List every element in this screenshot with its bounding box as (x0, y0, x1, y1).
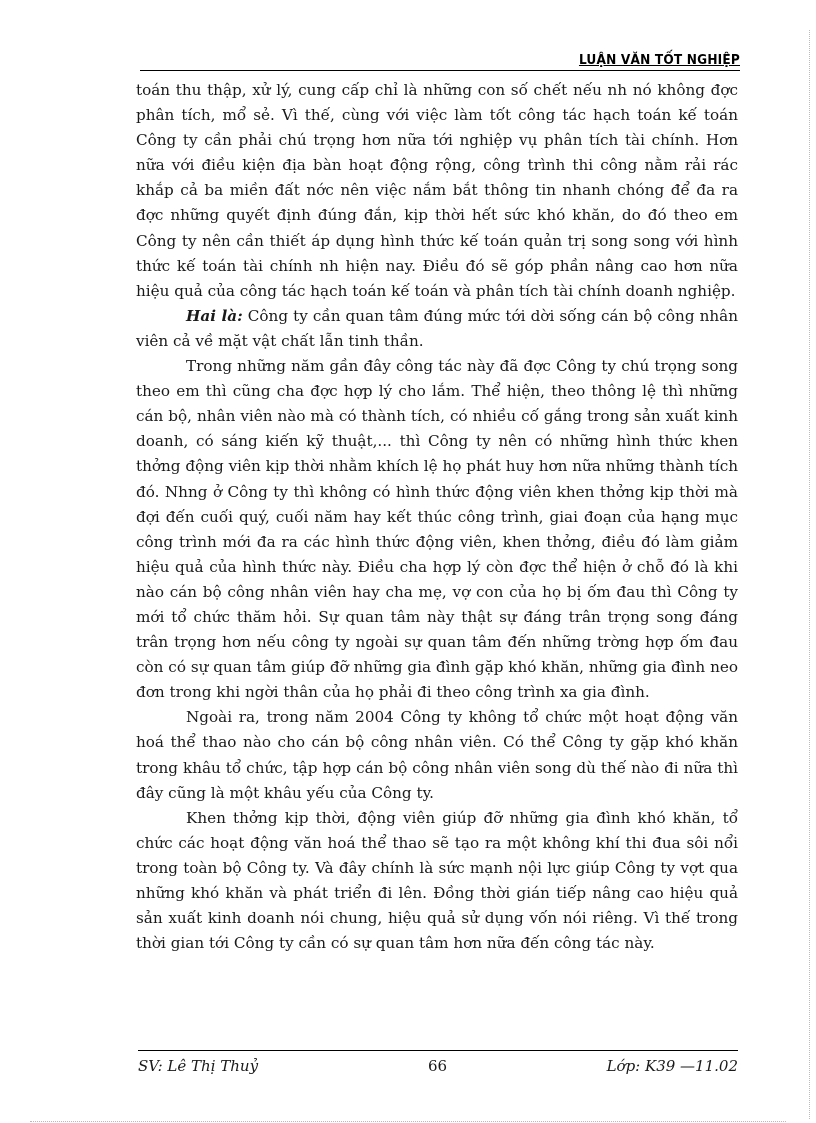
page-border-right (809, 30, 810, 1119)
header-title: LUẬN VĂN TỐT NGHIỆP (578, 52, 740, 68)
page-border-bottom (30, 1121, 786, 1122)
page-header (140, 50, 740, 71)
paragraph-hai-la (136, 304, 738, 354)
paragraph-continuation: toán thu thập, xử lý, cung cấp chỉ là những con số chết nếu nh nó không đợc phân tích, mổ sẻ. Vì thế, cùng với việc làm tốt công tác hạch toán kế toán Công ty cần phải chú trọng hơn nữa tới nghiệp vụ phân tích tài chính. Hơn nữa với điều kiện địa bàn hoạt động rộng, công trình thi công nằm rải rác khắp cả ba miền đất nớc nên việc nắm bắt thông tin nhanh chóng để đa ra đợc những quyết định đúng đắn, kịp thời hết sức khó khăn, do đó theo em Công ty nên cần thiết áp dụng hình thức kế toán quản trị song song với hình thức kế toán tài chính nh hiện nay. Điều đó sẽ góp phần nâng cao hơn nữa hiệu quả của công tác hạch toán kế toán và phân tích tài chính doanh nghiệp. (136, 81, 738, 300)
page-number: 66 (428, 1057, 448, 1075)
paragraph-reward-policy: Trong những năm gần đây công tác này đã đợc Công ty chú trọng song theo em thì cũng cha đợc hợp lý cho lắm. Thể hiện, theo thông lệ thì những cán bộ, nhân viên nào mà có thành tích, có nhiều cố gắng trong sản xuất kinh doanh, có sáng kiến kỹ thuật,... thì Công ty nên có những hình thức khen thởng động viên kịp thời nhằm khích lệ họ phát huy hơn nữa những thành tích đó. Nhng ở Công ty thì không có hình thức động viên khen thởng kịp thời mà đợi đến cuối quý, cuối năm hay kết thúc công trình, giai đoạn của hạng mục công trình mới đa ra các hình thức động viên, khen thởng, điều đó làm giảm hiệu quả của hình thức này. Điều cha hợp lý còn đợc thể hiện ở chỗ đó là khi nào cán bộ công nhân viên hay cha mẹ, vợ con của họ bị ốm đau thì Công ty mới tổ chức thăm hỏi. Sự quan tâm này thật sự đáng trân trọng song đáng trân trọng hơn nếu công ty ngoài sự quan tâm đến những trờng hợp ốm đau còn có sự quan tâm giúp đỡ những gia đình gặp khó khăn, những gia đình neo đơn trong khi ngời thân của họ phải đi theo công trình xa gia đình. (136, 357, 738, 702)
paragraph-conclusion: Khen thởng kịp thời, động viên giúp đỡ những gia đình khó khăn, tổ chức các hoạt động văn hoá thể thao sẽ tạo ra một không khí thi đua sôi nổi trong toàn bộ Công ty. Và đây chính là sức mạnh nội lực giúp Công ty vợt qua những khó khăn và phát triển đi lên. Đồng thời gián tiếp nâng cao hiệu quả sản xuất kinh doanh nói chung, hiệu quả sử dụng vốn nói riêng. Vì thế trong thời gian tới Công ty cần có sự quan tâm hơn nữa đến công tác này. (136, 808, 738, 953)
paragraph-text: Công ty cần quan tâm đúng mức tới dời sống cán bộ công nhân viên cả về mặt vật chất lẫn tinh thần. (136, 306, 739, 350)
paragraph-culture-activities: Ngoài ra, trong năm 2004 Công ty không tổ chức một hoạt động văn hoá thể thao nào cho cán bộ công nhân viên. Có thể Công ty gặp khó khăn trong khâu tổ chức, tập hợp cán bộ công nhân viên song dù thế nào đi nữa thì đây cũng là một khâu yếu của Công ty. (136, 708, 738, 802)
document-body (136, 78, 738, 956)
footer-class: Lớp: K39 —11.02 (606, 1057, 738, 1075)
paragraph-lead: Hai là: (186, 306, 243, 325)
footer-author: SV: Lê Thị Thuỷ (138, 1057, 259, 1075)
page-footer (138, 1050, 738, 1077)
